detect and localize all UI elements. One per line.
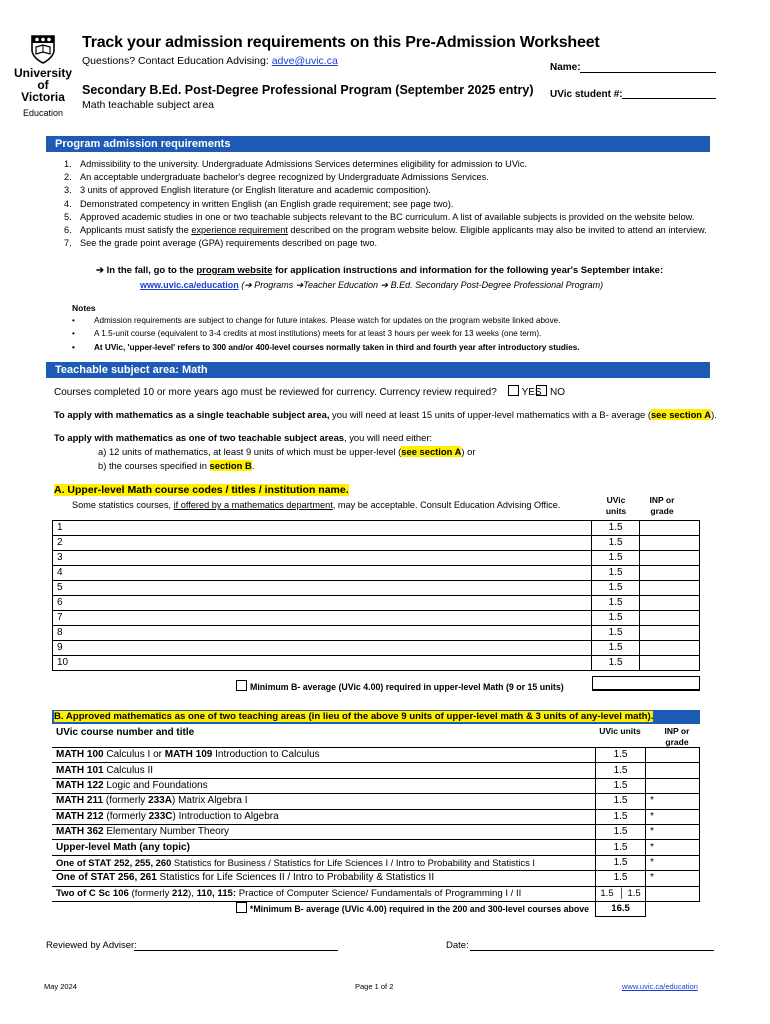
student-number-field[interactable]: [622, 98, 716, 99]
section-a-note: Some statistics courses, if offered by a mathematics department, may be acceptable. Consult Education Advising Office.: [72, 500, 561, 510]
table-row: One of STAT 252, 255, 260 Statistics for Business / Statistics for Life Sciences I / Intro to Probability and Statistics I 1.5 *: [52, 855, 700, 870]
grade-cell[interactable]: [646, 886, 700, 901]
table-row: 9 1.5: [53, 641, 700, 656]
table-row: Two of C Sc 106 (formerly 212), 110, 115: Practice of Computer Science/ Fundamentals of Programming I / II 1.5 │ 1.5: [52, 886, 700, 901]
note-item: • Admission requirements are subject to change for future intakes. Please watch for updates on the program website linked above.: [72, 314, 722, 327]
section-b-total: 16.5: [596, 901, 646, 916]
contact-line: [82, 55, 338, 67]
table-row: [52, 901, 700, 916]
grade-cell[interactable]: *: [646, 794, 700, 809]
section-b-minimum: *Minimum B- average (UVic 4.00) required in the 200 and 300-level courses above: [249, 904, 590, 915]
footer-date: May 2024: [44, 982, 77, 991]
adviser-signature-field[interactable]: [134, 950, 338, 951]
table-row: MATH 362 Elementary Number Theory 1.5 *: [52, 824, 700, 839]
name-field[interactable]: [580, 72, 716, 73]
section-b-grade-header: INP or grade: [664, 726, 690, 747]
table-row: 7 1.5: [53, 611, 700, 626]
section-b-table: [52, 747, 700, 917]
table-row: MATH 122 Logic and Foundations 1.5: [52, 778, 700, 793]
uvic-education-url[interactable]: www.uvic.ca/education: [140, 280, 239, 290]
section-a-minimum-checkbox[interactable]: [236, 680, 247, 691]
section-a-heading: A. Upper-level Math course codes / titles / institution name.: [54, 484, 349, 496]
url-path: (➔ Programs ➔Teacher Education ➔ B.Ed. Secondary Post-Degree Professional Program): [241, 280, 604, 290]
section-a-units-header: UVic units: [605, 495, 627, 516]
requirement-item: 1. Admissibility to the university. Undergraduate Admissions Services determines eligibility for admission to UVic.: [64, 159, 527, 169]
student-number-label: UVic student #:: [550, 89, 623, 100]
requirement-item: 4. Demonstrated competency in written English (an English grade requirement; see page two).: [64, 198, 454, 209]
note-item: • At UVic, 'upper-level' refers to 300 and/or 400-level courses normally taken in third and fourth year after introductory studies.: [72, 341, 722, 354]
experience-requirement-link[interactable]: experience requirement: [191, 225, 288, 236]
page-number: Page 1 of 2: [355, 982, 394, 991]
table-row: 5 1.5: [53, 581, 700, 596]
currency-question: Courses completed 10 or more years ago must be reviewed for currency. Currency review required? YES: [54, 387, 542, 398]
currency-no-option: NO: [536, 385, 565, 398]
teachable-heading: Teachable subject area: Math: [46, 362, 710, 378]
requirement-item: 6. Applicants must satisfy the experience requirement described on the program website below. Eligible applicants may also be invited to attend an interview.: [64, 225, 707, 236]
arrow-right-icon: ➔: [96, 265, 104, 276]
table-row: MATH 212 (formerly 233C) Introduction to Algebra 1.5 *: [52, 809, 700, 824]
option-b: b) the courses specified in section B.: [98, 460, 255, 471]
grade-cell[interactable]: [646, 748, 700, 763]
program-website-link[interactable]: program website: [196, 265, 273, 276]
contact-prefix: Questions? Contact Education Advising:: [82, 55, 269, 67]
table-row: 3 1.5: [53, 551, 700, 566]
grade-cell[interactable]: *: [646, 824, 700, 839]
section-b-heading: B. Approved mathematics as one of two teaching areas (in lieu of the above 9 units of upper-level math & 3 units of any-level math).: [54, 711, 654, 722]
grade-cell[interactable]: [640, 566, 700, 581]
table-row: 1 1.5: [53, 521, 700, 536]
grade-cell[interactable]: *: [646, 840, 700, 855]
grade-cell[interactable]: [646, 778, 700, 793]
subject-area: Math teachable subject area: [82, 99, 214, 111]
grade-cell[interactable]: [640, 596, 700, 611]
table-row: MATH 211 (formerly 233A) Matrix Algebra I 1.5 *: [52, 794, 700, 809]
website-path: [140, 280, 603, 291]
contact-email-link[interactable]: adve@uvic.ca: [271, 55, 338, 67]
table-row: Upper-level Math (any topic) 1.5 *: [52, 840, 700, 855]
section-a-average-box[interactable]: [592, 676, 700, 691]
table-row: One of STAT 256, 261 Statistics for Life Sciences II / Intro to Probability & Statistics II 1.5 *: [52, 871, 700, 886]
table-row: 4 1.5: [53, 566, 700, 581]
section-a-table: [52, 520, 700, 671]
requirement-item: 2. An acceptable undergraduate bachelor's degree recognized by Undergraduate Admissions Services.: [64, 172, 489, 183]
page-title: Track your admission requirements on this Pre-Admission Worksheet: [82, 34, 600, 51]
section-b-minimum-checkbox[interactable]: [236, 902, 247, 913]
grade-cell[interactable]: [640, 626, 700, 641]
grade-cell[interactable]: *: [646, 809, 700, 824]
date-field[interactable]: [470, 950, 714, 951]
table-row: MATH 100 Calculus I or MATH 109 Introduction to Calculus 1.5: [52, 748, 700, 763]
name-label: Name:: [550, 62, 581, 73]
grade-cell[interactable]: *: [646, 855, 700, 870]
logo-university: University: [14, 66, 73, 80]
grade-cell[interactable]: [640, 641, 700, 656]
program-requirements-heading: Program admission requirements: [46, 136, 710, 152]
reviewed-label: Reviewed by Adviser:: [46, 940, 137, 951]
requirement-item: 3. 3 units of approved English literature (or English literature and academic composition).: [64, 185, 431, 196]
section-b-units-header: UVic units: [599, 726, 641, 736]
date-label: Date:: [446, 940, 469, 951]
table-row: 2 1.5: [53, 536, 700, 551]
table-row: MATH 101 Calculus II 1.5: [52, 763, 700, 778]
table-row: 8 1.5: [53, 626, 700, 641]
table-row: 10 1.5: [53, 656, 700, 671]
uvic-logo: [14, 34, 72, 119]
grade-cell[interactable]: [640, 656, 700, 671]
option-a: a) 12 units of mathematics, at least 9 units of which must be upper-level (see section A) or: [98, 446, 476, 457]
currency-yes-checkbox[interactable]: [508, 385, 519, 396]
crest-icon: [30, 34, 56, 64]
grade-cell[interactable]: [640, 581, 700, 596]
requirement-item: 5. Approved academic studies in one or two teachable subjects relevant to the BC curriculum. A list of available subjects is provided on the website below.: [64, 211, 695, 222]
table-row: 6 1.5: [53, 596, 700, 611]
section-b-course-header: UVic course number and title: [56, 727, 195, 738]
grade-cell[interactable]: [646, 763, 700, 778]
grade-cell[interactable]: *: [646, 871, 700, 886]
logo-education: Education: [22, 108, 64, 118]
note-item: • A 1.5-unit course (equivalent to 3-4 credits at most institutions) meets for at least 3 hours per week for 13 weeks (one term).: [72, 327, 722, 340]
requirements-list: [64, 158, 740, 250]
notes-heading: Notes: [72, 303, 96, 313]
grade-cell[interactable]: [640, 536, 700, 551]
footer-url-link[interactable]: www.uvic.ca/education: [622, 982, 698, 991]
two-subject-rule: To apply with mathematics as one of two teachable subject areas, you will need either:: [54, 432, 433, 443]
currency-no-checkbox[interactable]: [536, 385, 547, 396]
section-a-minimum: Minimum B- average (UVic 4.00) required in upper-level Math (9 or 15 units): [236, 680, 564, 692]
grade-cell[interactable]: [640, 521, 700, 536]
logo-of-victoria: of Victoria: [21, 78, 65, 104]
fall-instructions: ➔ In the fall, go to the program website for application instructions and information for the following year's September intake:: [96, 265, 664, 276]
section-a-grade-header: INP or grade: [649, 495, 675, 516]
single-subject-rule: To apply with mathematics as a single teachable subject area, you will need at least 15 units of upper-level mathematics with a B- average (see section A).: [54, 409, 717, 420]
requirement-item: 7. See the grade point average (GPA) requirements described on page two.: [64, 238, 378, 249]
grade-cell[interactable]: [640, 551, 700, 566]
grade-cell[interactable]: [640, 611, 700, 626]
program-title: Secondary B.Ed. Post-Degree Professional Program (September 2025 entry): [82, 83, 534, 97]
notes-list: [72, 314, 722, 354]
